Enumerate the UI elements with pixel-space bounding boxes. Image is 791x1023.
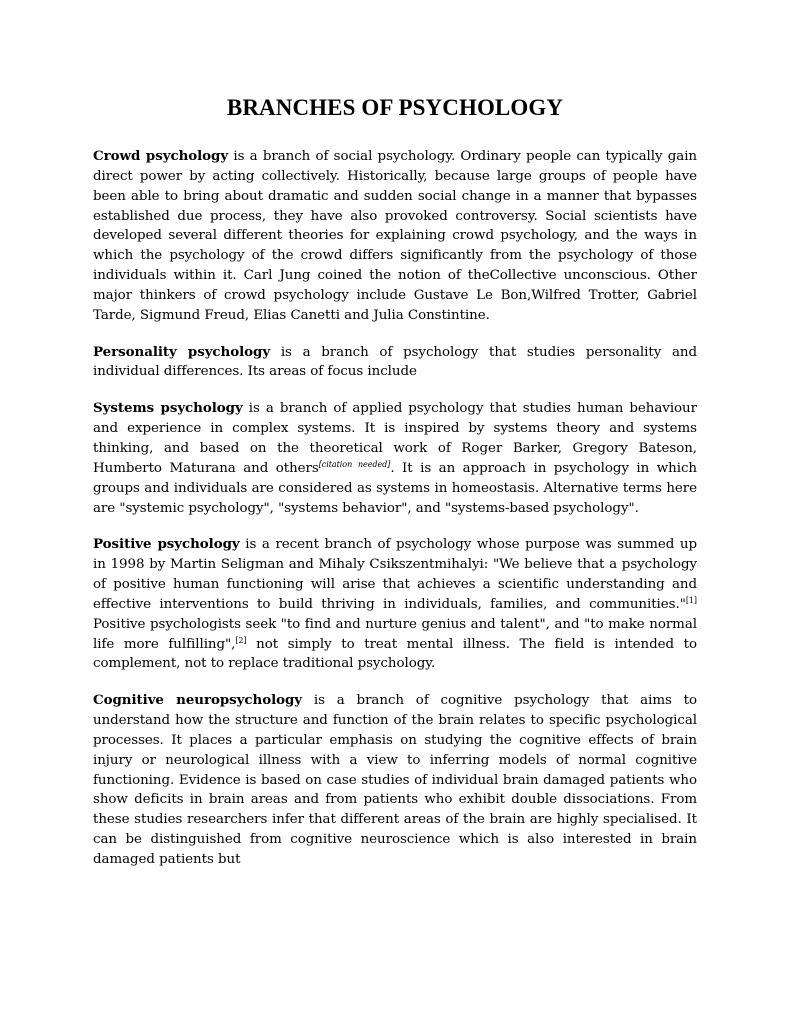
personality-psychology-paragraph [93, 343, 697, 383]
citation-needed-note: [citation needed] [318, 459, 391, 469]
positive-psychology-paragraph [93, 535, 697, 674]
positive-psychology-term: Positive psychology [93, 536, 240, 553]
systems-psychology-paragraph [93, 399, 697, 518]
systems-psychology-text-1: is a branch of applied psychology that studies human behaviour and experience in complex systems. It is inspired by systems theory and systems thinking, and based on the theoretical work of Roger Barker, Gregory Bateson, Humberto Maturana and others [93, 401, 697, 476]
systems-psychology-text-2: . It is an approach in psychology in which groups and individuals are considered as systems in homeostasis. Alternative terms here are "systemic psychology", "systems behavior", and "systems-based psychology". [93, 460, 697, 516]
crowd-psychology-paragraph [93, 147, 697, 326]
reference-2: [2] [235, 635, 247, 645]
document-page [93, 93, 697, 887]
positive-psychology-text-3: not simply to treat mental illness. The field is intended to complement, not to replace traditional psychology. [93, 636, 697, 672]
crowd-psychology-term: Crowd psychology [93, 148, 229, 164]
positive-psychology-text-1: is a recent branch of psychology whose purpose was summed up in 1998 by Martin Seligman and Mihaly Csikszentmihalyi: "We believe that a psychology of positive human functioning will arise that achieves a scientific understanding and effective interventions to build thriving in individuals, families, and communities." [93, 537, 697, 612]
personality-psychology-term: Personality psychology [93, 343, 271, 360]
crowd-psychology-text: is a branch of social psychology. Ordinary people can typically gain direct power by acting collectively. Historically, because large groups of people have been able to bring about dramatic and sudden social change in a manner that bypasses established due process, they have also provoked controversy. Social scientists have developed several different theories for explaining crowd psychology, and the ways in which the psychology of the crowd differs significantly from the psychology of those individuals within it. Carl Jung coined the notion of theCollective unconscious. Other major thinkers of crowd psychology include Gustave Le Bon,Wilfred Trotter, Gabriel Tarde, Sigmund Freud, Elias Canetti and Julia Constintine. [93, 149, 698, 323]
cognitive-neuropsychology-term: Cognitive neuropsychology [93, 692, 303, 709]
reference-1: [1] [685, 595, 697, 605]
personality-psychology-text: is a branch of psychology that studies personality and individual differences. Its areas of focus include [93, 344, 697, 380]
systems-psychology-term: Systems psychology [93, 400, 243, 417]
cognitive-neuropsychology-text: is a branch of cognitive psychology that aims to understand how the structure and function of the brain relates to specific psychological processes. It places a particular emphasis on studying the cognitive effects of brain injury or neurological illness with a view to inferring models of normal cognitive functioning. Evidence is based on case studies of individual brain damaged patients who show deficits in brain areas and from patients who exhibit double dissociations. From these studies researchers infer that different areas of the brain are highly specialised. It can be distinguished from cognitive neuroscience which is also interested in brain damaged patients but [93, 693, 697, 867]
positive-psychology-text-2: Positive psychologists seek "to find and nurture genius and talent", and "to make normal life more fulfilling", [93, 616, 697, 652]
cognitive-neuropsychology-paragraph [93, 691, 697, 870]
page-title: BRANCHES OF PSYCHOLOGY [226, 95, 564, 120]
